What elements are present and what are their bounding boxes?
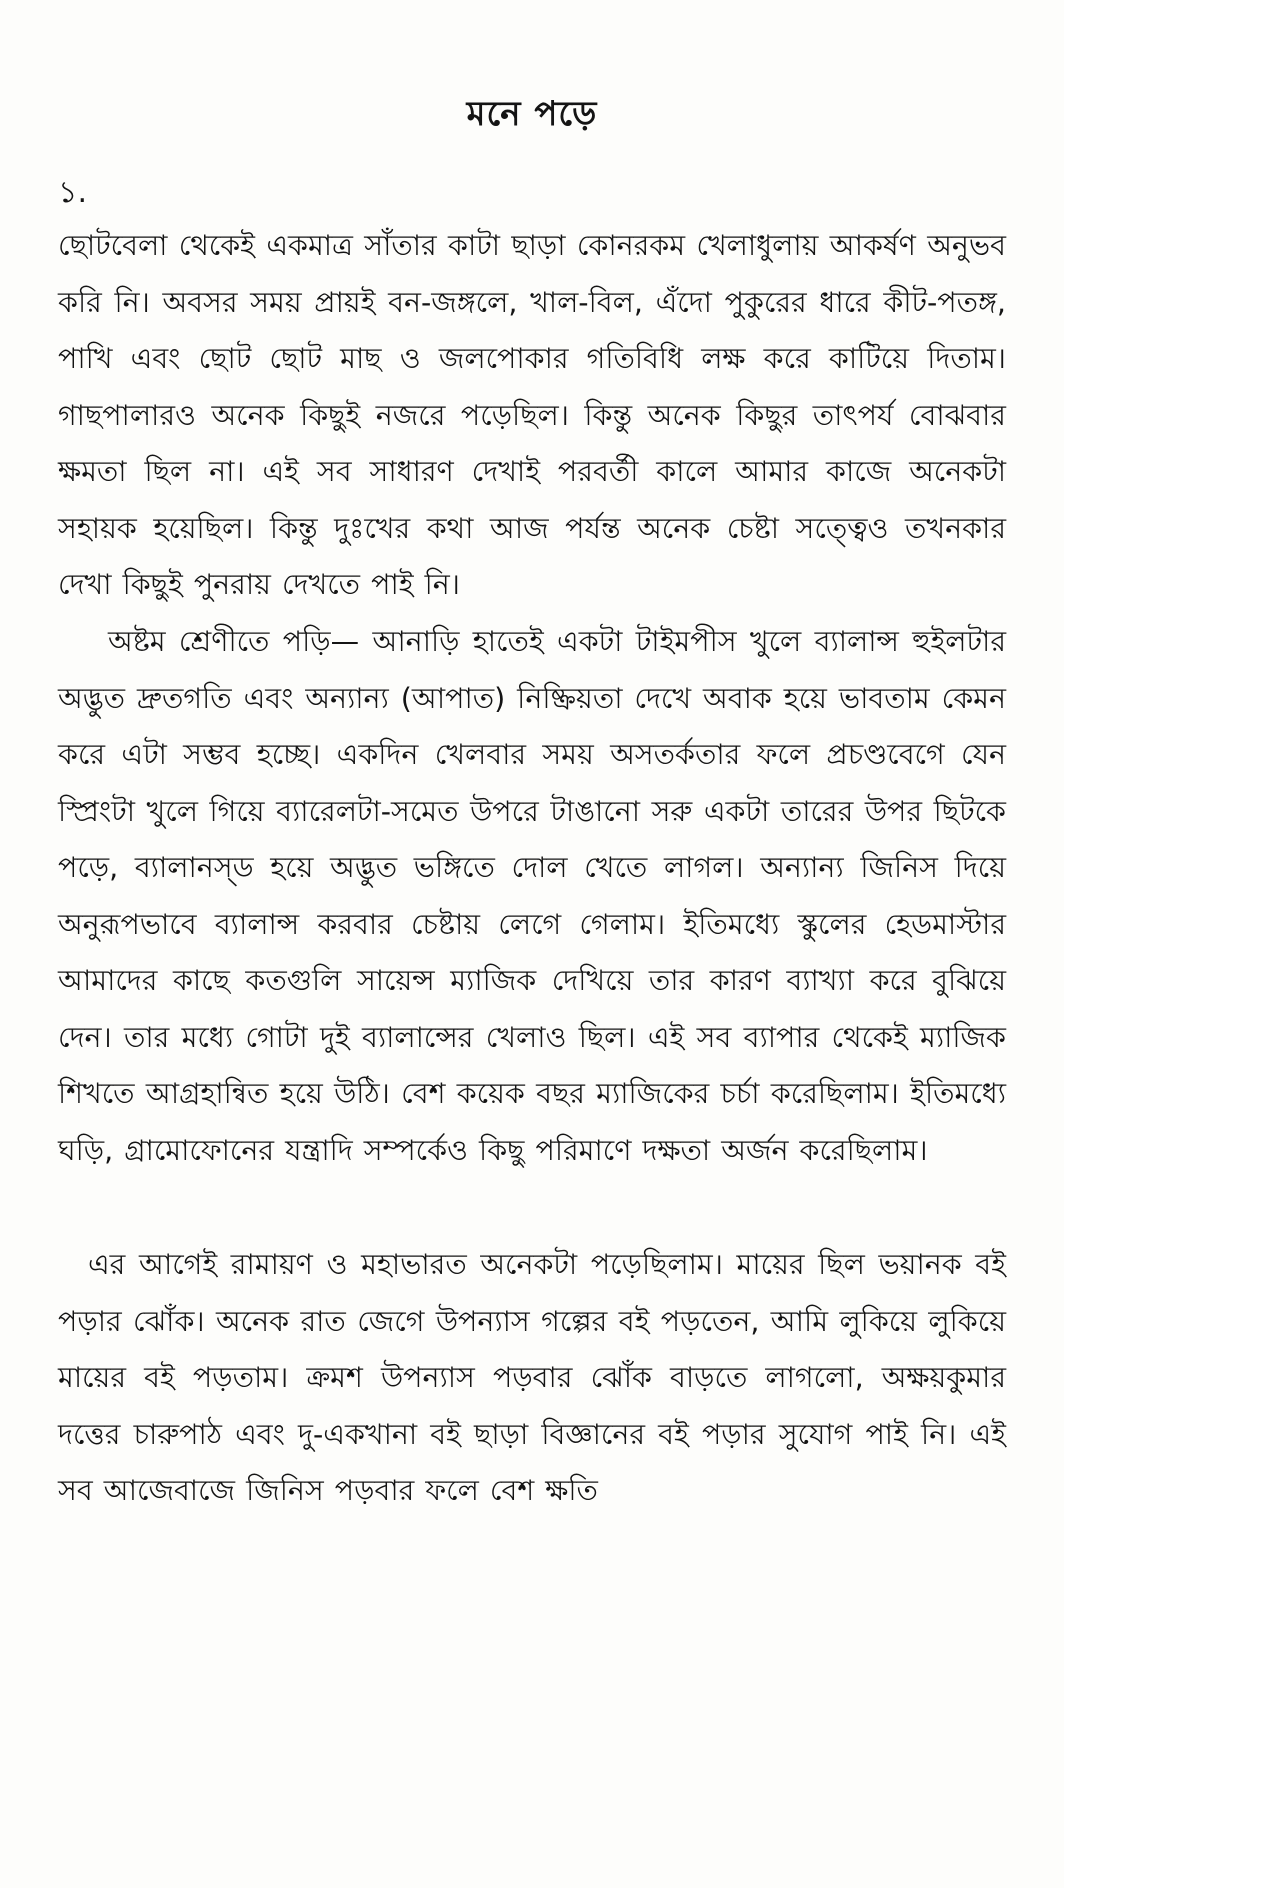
page-title: মনে পড়ে (466, 94, 598, 134)
paragraph-1: ছোটবেলা থেকেই একমাত্র সাঁতার কাটা ছাড়া কোনরকম খেলাধুলায় আকর্ষণ অনুভব করি নি। অবসর সময় প্রায়ই বন-জঙ্গলে, খাল-বিল, এঁদো পুকুরের ধারে কীট-পতঙ্গ, পাখি এবং ছোট ছোট মাছ ও জলপোকার গতিবিধি লক্ষ করে কাটিয়ে দিতাম। গাছপালারও অনেক কিছুই নজরে পড়েছিল। কিন্তু অনেক কিছুর তাৎপর্য বোঝবার ক্ষমতা ছিল না। এই সব সাধারণ দেখাই পরবর্তী কালে আমার কাজে অনেকটা সহায়ক হয়েছিল। কিন্তু দুঃখের কথা আজ পর্যন্ত অনেক চেষ্টা সত্ত্বেও তখনকার দেখা কিছুই পুনরায় দেখতে পাই নি। (58, 229, 1006, 601)
paragraph-3: এর আগেই রামায়ণ ও মহাভারত অনেকটা পড়েছিলাম। মায়ের ছিল ভয়ানক বই পড়ার ঝোঁক। অনেক রাত জেগে উপন্যাস গল্পের বই পড়তেন, আমি লুকিয়ে লুকিয়ে মায়ের বই পড়তাম। ক্রমশ উপন্যাস পড়বার ঝোঁক বাড়তে লাগলো, অক্ষয়কুমার দত্তের চারুপাঠ এবং দু-একখানা বই ছাড়া বিজ্ঞানের বই পড়ার সুযোগ পাই নি। এই সব আজেবাজে জিনিস পড়বার ফলে বেশ ক্ষতি (58, 1248, 1006, 1507)
paragraph-2: অষ্টম শ্রেণীতে পড়ি— আনাড়ি হাতেই একটা টাইমপীস খুলে ব্যালান্স হুইলটার অদ্ভুত দ্রুতগতি এবং অন্যান্য (আপাত) নিষ্ক্রিয়তা দেখে অবাক হয়ে ভাবতাম কেমন করে এটা সম্ভব হচ্ছে। একদিন খেলবার সময় অসতর্কতার ফলে প্রচণ্ডবেগে যেন স্প্রিংটা খুলে গিয়ে ব্যারেলটা-সমেত উপরে টাঙানো সরু একটা তারের উপর ছিটকে পড়ে, ব্যালানস্ড হয়ে অদ্ভুত ভঙ্গিতে দোল খেতে লাগল। অন্যান্য জিনিস দিয়ে অনুরূপভাবে ব্যালান্স করবার চেষ্টায় লেগে গেলাম। ইতিমধ্যে স্কুলের হেডমাস্টার আমাদের কাছে কতগুলি সায়েন্স ম্যাজিক দেখিয়ে তার কারণ ব্যাখ্যা করে বুঝিয়ে দেন। তার মধ্যে গোটা দুই ব্যালান্সের খেলাও ছিল। এই সব ব্যাপার থেকেই ম্যাজিক শিখতে আগ্রহান্বিত হয়ে উঠি। বেশ কয়েক বছর ম্যাজিকের চর্চা করেছিলাম। ইতিমধ্যে ঘড়ি, গ্রামোফোনের যন্ত্রাদি সম্পর্কেও কিছু পরিমাণে দক্ষতা অর্জন করেছিলাম। (58, 625, 1006, 1167)
section-number: ১. (58, 175, 88, 210)
